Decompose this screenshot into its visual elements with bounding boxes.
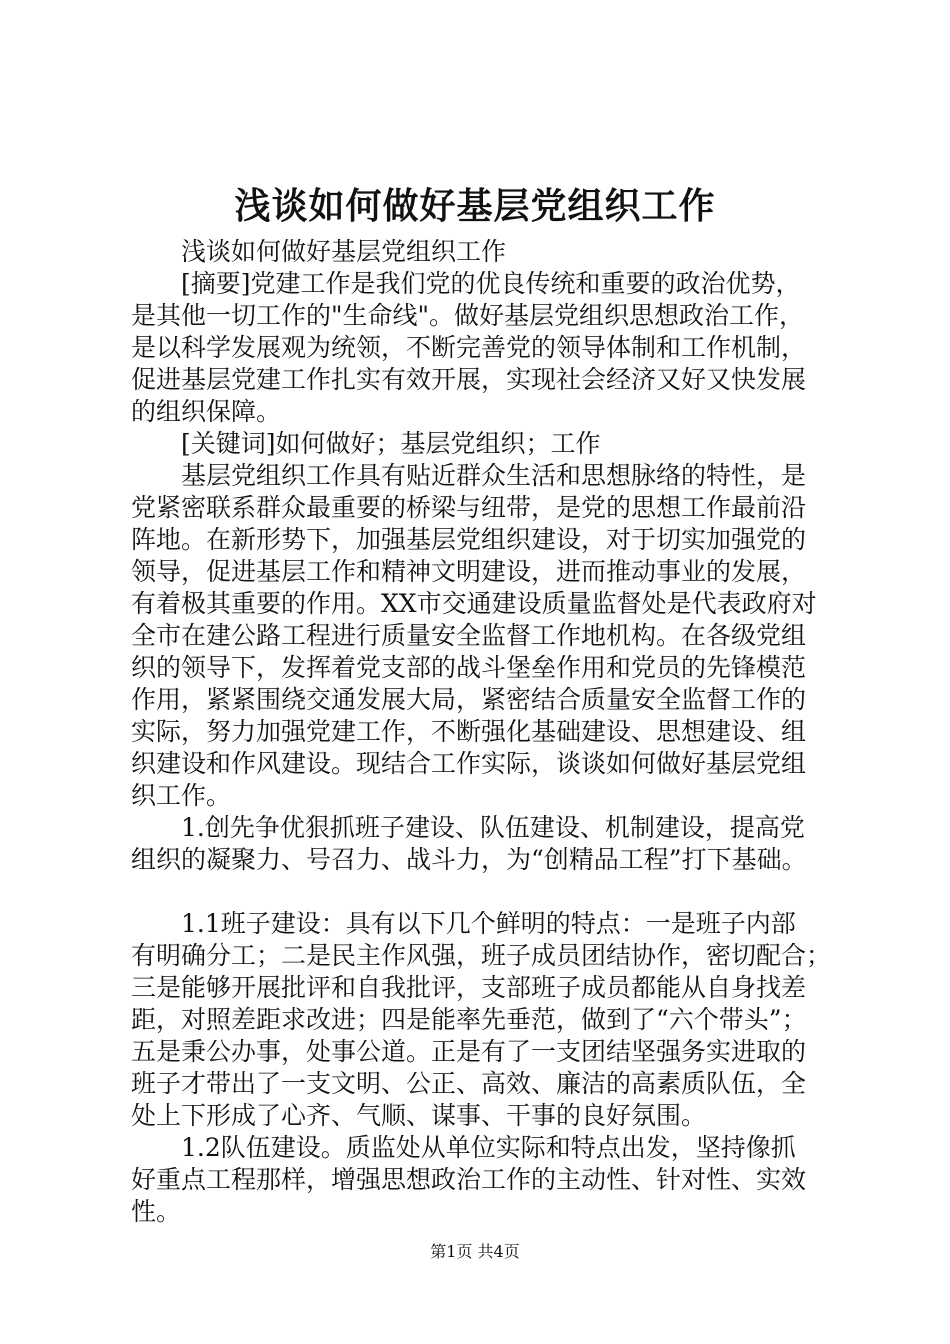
paragraph-section-1-2 [131, 1132, 831, 1228]
paragraph-section-1-1 [131, 908, 831, 1132]
text-line: 织的领导下，发挥着党支部的战斗堡垒作用和党员的先锋模范 [131, 653, 807, 682]
text-line: [摘要]党建工作是我们党的优良传统和重要的政治优势， [181, 269, 801, 298]
text-line: 领导，促进基层工作和精神文明建设，进而推动事业的发展， [131, 557, 807, 586]
paragraph-keywords [131, 428, 831, 460]
text-line: 性。 [131, 1197, 182, 1226]
paragraph-subtitle [131, 236, 831, 268]
text-line: 阵地。在新形势下，加强基层党组织建设，对于切实加强党的 [131, 525, 807, 554]
text-line: 1.2队伍建设。质监处从单位实际和特点出发，坚持像抓 [181, 1133, 796, 1162]
text-line: 促进基层党建工作扎实有效开展，实现社会经济又好又快发展 [131, 365, 807, 394]
text-line: 党紧密联系群众最重要的桥梁与纽带，是党的思想工作最前沿 [131, 493, 807, 522]
text-line: 处上下形成了心齐、气顺、谋事、干事的良好氛围。 [131, 1101, 707, 1130]
text-line: 的组织保障。 [131, 397, 282, 426]
text-line: 距，对照差距求改进；四是能率先垂范，做到了“六个带头”； [131, 1005, 807, 1034]
text-line: 织建设和作风建设。现结合工作实际，谈谈如何做好基层党组 [131, 749, 807, 778]
paragraph-abstract [131, 268, 831, 428]
text-line: 有明确分工；二是民主作风强，班子成员团结协作，密切配合； [131, 941, 832, 970]
text-line: 是其他一切工作的"生命线"。做好基层党组织思想政治工作， [131, 301, 805, 330]
text-line: 好重点工程那样，增强思想政治工作的主动性、针对性、实效 [131, 1165, 807, 1194]
paragraph-gap [131, 876, 831, 908]
text-line: 浅谈如何做好基层党组织工作 [181, 237, 507, 266]
paragraph-intro [131, 460, 831, 812]
text-line: 是以科学发展观为统领，不断完善党的领导体制和工作机制， [131, 333, 807, 362]
text-line: 五是秉公办事，处事公道。正是有了一支团结坚强务实进取的 [131, 1037, 807, 1066]
text-line: 全市在建公路工程进行质量安全监督工作地机构。在各级党组 [131, 621, 807, 650]
text-line: 组织的凝聚力、号召力、战斗力，为“创精品工程”打下基础。 [131, 845, 807, 874]
text-line: [关键词]如何做好；基层党组织；工作 [181, 429, 601, 458]
text-line: 织工作。 [131, 781, 232, 810]
text-line: 作用，紧紧围绕交通发展大局，紧密结合质量安全监督工作的 [131, 685, 807, 714]
page-footer: 第1页 共4页 [430, 1242, 520, 1261]
document-body [131, 236, 831, 1228]
text-line: 班子才带出了一支文明、公正、高效、廉洁的高素质队伍，全 [131, 1069, 807, 1098]
document-title: 浅谈如何做好基层党组织工作 [234, 185, 716, 227]
text-line: 三是能够开展批评和自我批评，支部班子成员都能从自身找差 [131, 973, 807, 1002]
text-line: 实际，努力加强党建工作，不断强化基础建设、思想建设、组 [131, 717, 807, 746]
paragraph-section-1 [131, 812, 831, 876]
text-line: 有着极其重要的作用。XX市交通建设质量监督处是代表政府对 [131, 589, 817, 618]
text-line: 基层党组织工作具有贴近群众生活和思想脉络的特性，是 [181, 461, 807, 490]
text-line: 1.创先争优狠抓班子建设、队伍建设、机制建设，提高党 [181, 813, 805, 842]
text-line: 1.1班子建设：具有以下几个鲜明的特点：一是班子内部 [181, 909, 796, 938]
